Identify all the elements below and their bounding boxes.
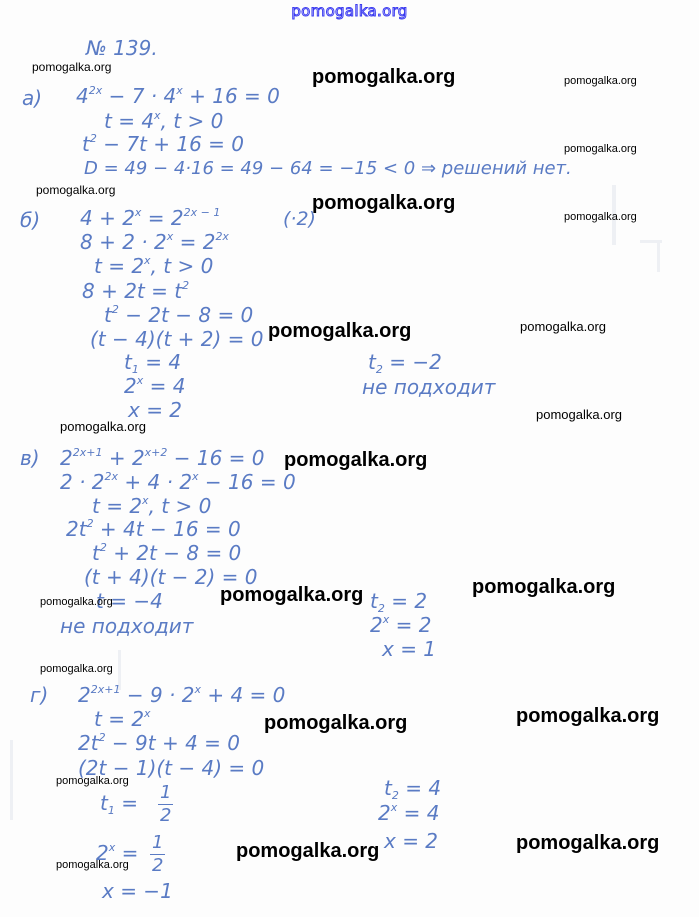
part-v-root1-rejected: не подходит: [60, 614, 194, 638]
watermark: pomogalka.org: [312, 192, 456, 214]
part-g-quadratic: $2t^2 - 9t + 4 = 0$: [78, 731, 241, 755]
part-b-root2-rejected: не подходит: [362, 375, 496, 399]
part-v-root2: $t_2 = 2$: [370, 589, 428, 615]
part-a-discriminant: D = 49 − 4·16 = 49 − 64 = −15 < 0 ⇒ решений нет.: [84, 158, 572, 179]
part-g-exp-eq2: $2^x = 4$: [378, 801, 440, 825]
watermark: pomogalka.org: [40, 663, 113, 675]
part-b-label: б): [20, 208, 41, 232]
faint-mark: [10, 740, 13, 820]
part-g-exp-eq: $2^x$ =: [96, 841, 139, 865]
part-b-exp-eq: $2^x = 4$: [124, 374, 186, 398]
watermark: pomogalka.org: [564, 75, 637, 87]
part-v-root1: t = −4: [96, 589, 163, 613]
part-v-factored: (t + 4)(t − 2) = 0: [84, 565, 258, 589]
watermark: pomogalka.org: [40, 596, 113, 608]
part-g-root1-fraction: 1 2: [160, 782, 172, 826]
part-b-factored: (t − 4)(t + 2) = 0: [90, 327, 264, 351]
watermark: pomogalka.org: [56, 775, 129, 787]
watermark: pomogalka.org: [284, 449, 428, 471]
faint-mark: [657, 240, 660, 272]
part-v-answer: x = 1: [382, 637, 437, 661]
watermark: pomogalka.org: [312, 66, 456, 88]
part-g-exp-fraction: 1 2: [152, 832, 164, 876]
part-g-label: г): [30, 683, 49, 707]
watermark: pomogalka.org: [564, 211, 637, 223]
part-g-answer1: x = −1: [102, 879, 173, 903]
part-v-substitution: $t = 2^x$, t > 0: [92, 494, 212, 518]
part-g-root2: $t_2 = 4$: [384, 776, 442, 802]
watermark: pomogalka.org: [536, 407, 622, 422]
part-v-line2: $2 \cdot 2^{2x} + 4 \cdot 2^x - 16 = 0$: [60, 470, 296, 494]
part-g-factored: (2t − 1)(t − 4) = 0: [78, 756, 265, 780]
part-b-line2: $8 + 2 \cdot 2^x = 2^{2x}$: [80, 230, 229, 254]
site-header-link[interactable]: pomogalka.org: [291, 2, 408, 20]
watermark: pomogalka.org: [564, 143, 637, 155]
part-a-equation: $4^{2x} - 7 \cdot 4^x + 16 = 0$: [76, 84, 280, 108]
watermark: pomogalka.org: [236, 840, 380, 862]
part-g-root1: $t_1$ =: [100, 791, 138, 817]
part-b-quadratic: $t^2 - 2t - 8 = 0$: [104, 303, 254, 327]
part-b-answer: x = 2: [128, 398, 183, 422]
part-a-quadratic: $t^2 - 7t + 16 = 0$: [82, 132, 245, 156]
watermark: pomogalka.org: [516, 705, 660, 727]
watermark: pomogalka.org: [36, 183, 116, 197]
part-g-equation: $2^{2x+1} - 9 \cdot 2^x + 4 = 0$: [78, 683, 286, 707]
part-b-substitution: $t = 2^x$, t > 0: [94, 254, 214, 278]
part-b-equation: $4 + 2^x = 2^{2x - 1}$: [80, 206, 221, 230]
part-b-root1: $t_1 = 4$: [124, 350, 182, 376]
part-a-label: а): [22, 86, 43, 110]
part-v-label: в): [20, 446, 40, 470]
watermark: pomogalka.org: [516, 832, 660, 854]
watermark: pomogalka.org: [264, 712, 408, 734]
part-v-equation: $2^{2x+1} + 2^{x+2} - 16 = 0$: [60, 446, 265, 470]
watermark: pomogalka.org: [32, 60, 112, 74]
watermark: pomogalka.org: [520, 319, 606, 334]
part-b-line4: $8 + 2t = t^2$: [82, 279, 190, 303]
part-a-substitution: $t = 4^x$, t > 0: [104, 109, 224, 133]
part-v-line4: $2t^2 + 4t - 16 = 0$: [66, 517, 241, 541]
part-g-substitution: $t = 2^x$: [94, 707, 151, 731]
part-b-multiplier-note: (·2): [283, 208, 316, 230]
part-v-quadratic: $t^2 + 2t - 8 = 0$: [92, 541, 242, 565]
watermark: pomogalka.org: [268, 320, 412, 342]
watermark: pomogalka.org: [220, 584, 364, 606]
watermark: pomogalka.org: [60, 419, 146, 434]
problem-number: № 139.: [86, 36, 158, 60]
watermark: pomogalka.org: [56, 859, 129, 871]
part-b-root2: $t_2 = -2$: [368, 350, 442, 376]
watermark: pomogalka.org: [472, 576, 616, 598]
part-g-answer2: x = 2: [384, 829, 439, 853]
part-v-exp-eq: $2^x = 2$: [370, 613, 432, 637]
